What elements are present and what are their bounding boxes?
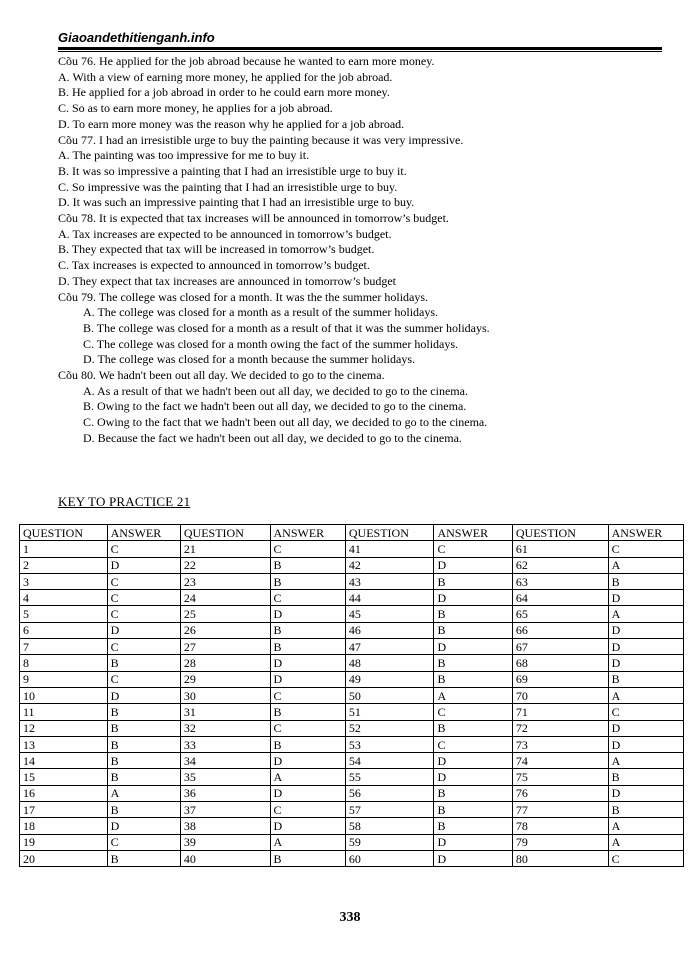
answer-option: C. So impressive was the painting that I had an irresistible urge to buy. xyxy=(58,179,398,194)
answer-cell: D xyxy=(608,720,683,736)
question-number-cell: 68 xyxy=(512,655,608,671)
question-number-cell: 47 xyxy=(345,639,434,655)
answer-cell: D xyxy=(107,622,180,638)
question-number-cell: 36 xyxy=(180,785,270,801)
answer-option: B. The college was closed for a month as a result of that it was the summer holidays. xyxy=(83,320,490,335)
question-number-cell: 10 xyxy=(20,687,108,703)
question-number-cell: 61 xyxy=(512,541,608,557)
table-row xyxy=(20,769,684,785)
question-number-cell: 43 xyxy=(345,573,434,589)
answer-cell: B xyxy=(107,736,180,752)
answer-option: B. It was so impressive a painting that I had an irresistible urge to buy it. xyxy=(58,163,407,178)
answer-cell: B xyxy=(270,622,345,638)
table-row xyxy=(20,541,684,557)
question-number-cell: 52 xyxy=(345,720,434,736)
question-stem: Cõu 80. We hadn't been out all day. We decided to go to the cinema. xyxy=(58,368,385,383)
answer-option: C. So as to earn more money, he applies for a job abroad. xyxy=(58,101,333,116)
answer-option: B. He applied for a job abroad in order to he could earn more money. xyxy=(58,85,390,100)
table-row xyxy=(20,655,684,671)
answer-cell: B xyxy=(270,850,345,866)
question-number-cell: 75 xyxy=(512,769,608,785)
table-row xyxy=(20,590,684,606)
column-header: ANSWER xyxy=(608,525,683,541)
column-header: QUESTION xyxy=(180,525,270,541)
answer-cell: C xyxy=(608,541,683,557)
question-stem: Cõu 77. I had an irresistible urge to buy the painting because it was very impressive. xyxy=(58,132,464,147)
question-number-cell: 1 xyxy=(20,541,108,557)
table-row xyxy=(20,850,684,866)
column-header: QUESTION xyxy=(512,525,608,541)
table-row xyxy=(20,671,684,687)
question-number-cell: 44 xyxy=(345,590,434,606)
answer-cell: A xyxy=(608,834,683,850)
answer-cell: A xyxy=(434,687,512,703)
answer-option: A. Tax increases are expected to be announced in tomorrow’s budget. xyxy=(58,226,392,241)
table-row xyxy=(20,785,684,801)
question-number-cell: 8 xyxy=(20,655,108,671)
answer-option: C. The college was closed for a month owing the fact of the summer holidays. xyxy=(83,336,459,351)
answer-cell: A xyxy=(608,753,683,769)
question-number-cell: 14 xyxy=(20,753,108,769)
table-row xyxy=(20,606,684,622)
question-number-cell: 23 xyxy=(180,573,270,589)
answer-cell: A xyxy=(270,834,345,850)
answer-cell: B xyxy=(434,720,512,736)
question-number-cell: 24 xyxy=(180,590,270,606)
answer-cell: D xyxy=(107,687,180,703)
answer-cell: D xyxy=(107,557,180,573)
answer-cell: B xyxy=(107,655,180,671)
answer-cell: D xyxy=(270,753,345,769)
question-number-cell: 62 xyxy=(512,557,608,573)
question-number-cell: 70 xyxy=(512,687,608,703)
answer-cell: B xyxy=(434,785,512,801)
table-row xyxy=(20,622,684,638)
question-number-cell: 39 xyxy=(180,834,270,850)
answer-cell: C xyxy=(270,720,345,736)
question-number-cell: 28 xyxy=(180,655,270,671)
question-number-cell: 7 xyxy=(20,639,108,655)
question-number-cell: 18 xyxy=(20,818,108,834)
table-row xyxy=(20,573,684,589)
answer-cell: C xyxy=(107,590,180,606)
table-row xyxy=(20,639,684,655)
answer-cell: B xyxy=(270,557,345,573)
answer-cell: D xyxy=(608,736,683,752)
answer-cell: D xyxy=(270,785,345,801)
answer-cell: D xyxy=(434,590,512,606)
question-number-cell: 9 xyxy=(20,671,108,687)
column-header: ANSWER xyxy=(107,525,180,541)
question-number-cell: 42 xyxy=(345,557,434,573)
question-number-cell: 79 xyxy=(512,834,608,850)
question-number-cell: 30 xyxy=(180,687,270,703)
answer-cell: C xyxy=(107,834,180,850)
question-stem: Cõu 76. He applied for the job abroad because he wanted to earn more money. xyxy=(58,54,435,68)
question-number-cell: 20 xyxy=(20,850,108,866)
page-number: 338 xyxy=(339,910,361,925)
answer-cell: C xyxy=(107,541,180,557)
question-number-cell: 72 xyxy=(512,720,608,736)
question-number-cell: 4 xyxy=(20,590,108,606)
question-number-cell: 67 xyxy=(512,639,608,655)
answer-cell: D xyxy=(434,639,512,655)
answer-cell: B xyxy=(434,622,512,638)
page-header xyxy=(58,30,662,52)
answer-option: D. It was such an impressive painting that I had an irresistible urge to buy. xyxy=(58,195,415,210)
question-number-cell: 11 xyxy=(20,704,108,720)
question-number-cell: 55 xyxy=(345,769,434,785)
answer-cell: B xyxy=(434,671,512,687)
answer-option: B. They expected that tax will be increased in tomorrow’s budget. xyxy=(58,242,375,257)
answer-cell: D xyxy=(608,639,683,655)
answer-cell: B xyxy=(270,704,345,720)
answer-option: C. Tax increases is expected to announced in tomorrow’s budget. xyxy=(58,258,370,273)
question-number-cell: 35 xyxy=(180,769,270,785)
question-number-cell: 22 xyxy=(180,557,270,573)
answer-cell: D xyxy=(270,655,345,671)
question-number-cell: 66 xyxy=(512,622,608,638)
question-number-cell: 31 xyxy=(180,704,270,720)
question-number-cell: 74 xyxy=(512,753,608,769)
question-number-cell: 16 xyxy=(20,785,108,801)
answer-cell: C xyxy=(434,541,512,557)
answer-cell: B xyxy=(434,606,512,622)
column-header: QUESTION xyxy=(345,525,434,541)
table-row xyxy=(20,720,684,736)
question-number-cell: 46 xyxy=(345,622,434,638)
question-number-cell: 12 xyxy=(20,720,108,736)
answer-cell: D xyxy=(434,834,512,850)
question-number-cell: 40 xyxy=(180,850,270,866)
answer-cell: D xyxy=(270,671,345,687)
question-stem: Cõu 79. The college was closed for a month. It was the the summer holidays. xyxy=(58,289,429,304)
answer-option: A. With a view of earning more money, he applied for the job abroad. xyxy=(58,69,393,84)
answer-cell: A xyxy=(608,687,683,703)
question-number-cell: 6 xyxy=(20,622,108,638)
answer-cell: D xyxy=(270,606,345,622)
question-number-cell: 34 xyxy=(180,753,270,769)
question-list xyxy=(58,54,678,447)
question-number-cell: 64 xyxy=(512,590,608,606)
answer-cell: C xyxy=(434,736,512,752)
answer-cell: B xyxy=(434,818,512,834)
column-header: ANSWER xyxy=(434,525,512,541)
answer-option: A. The college was closed for a month as a result of the summer holidays. xyxy=(83,305,439,320)
question-number-cell: 63 xyxy=(512,573,608,589)
question-number-cell: 48 xyxy=(345,655,434,671)
question-stem: Cõu 78. It is expected that tax increases will be announced in tomorrow’s budget. xyxy=(58,211,449,226)
question-number-cell: 76 xyxy=(512,785,608,801)
table-row xyxy=(20,687,684,703)
question-number-cell: 27 xyxy=(180,639,270,655)
answer-cell: C xyxy=(608,704,683,720)
answer-cell: B xyxy=(270,736,345,752)
answer-option: D. They expect that tax increases are announced in tomorrow’s budget xyxy=(58,273,396,288)
answer-cell: C xyxy=(107,606,180,622)
question-number-cell: 17 xyxy=(20,802,108,818)
answer-option: C. Owing to the fact that we hadn't been out all day, we decided to go to the cinema. xyxy=(83,415,488,430)
answer-cell: C xyxy=(107,639,180,655)
answer-cell: C xyxy=(270,802,345,818)
question-number-cell: 5 xyxy=(20,606,108,622)
question-number-cell: 57 xyxy=(345,802,434,818)
answer-cell: B xyxy=(107,720,180,736)
question-number-cell: 25 xyxy=(180,606,270,622)
question-number-cell: 29 xyxy=(180,671,270,687)
answer-key-title: KEY TO PRACTICE 21 xyxy=(58,494,191,509)
answer-cell: B xyxy=(608,802,683,818)
table-header-row xyxy=(20,525,684,541)
answer-cell: D xyxy=(434,557,512,573)
question-number-cell: 73 xyxy=(512,736,608,752)
answer-cell: B xyxy=(608,671,683,687)
table-row xyxy=(20,557,684,573)
question-number-cell: 80 xyxy=(512,850,608,866)
answer-cell: A xyxy=(608,818,683,834)
question-number-cell: 60 xyxy=(345,850,434,866)
column-header: QUESTION xyxy=(20,525,108,541)
question-number-cell: 71 xyxy=(512,704,608,720)
question-number-cell: 77 xyxy=(512,802,608,818)
question-number-cell: 3 xyxy=(20,573,108,589)
answer-cell: B xyxy=(434,655,512,671)
question-number-cell: 33 xyxy=(180,736,270,752)
question-number-cell: 32 xyxy=(180,720,270,736)
table-row xyxy=(20,834,684,850)
answer-option: D. Because the fact we hadn't been out all day, we decided to go to the cinema. xyxy=(83,430,462,445)
question-number-cell: 45 xyxy=(345,606,434,622)
answer-cell: A xyxy=(270,769,345,785)
table-row xyxy=(20,753,684,769)
answer-option: A. The painting was too impressive for me to buy it. xyxy=(58,148,310,163)
table-row xyxy=(20,736,684,752)
answer-cell: A xyxy=(608,557,683,573)
question-number-cell: 26 xyxy=(180,622,270,638)
question-number-cell: 37 xyxy=(180,802,270,818)
question-number-cell: 56 xyxy=(345,785,434,801)
answer-cell: B xyxy=(107,704,180,720)
answer-cell: D xyxy=(434,769,512,785)
question-number-cell: 2 xyxy=(20,557,108,573)
answer-cell: D xyxy=(608,655,683,671)
table-row xyxy=(20,818,684,834)
header-rule-thick xyxy=(58,47,662,50)
answer-cell: B xyxy=(608,573,683,589)
answer-cell: D xyxy=(608,785,683,801)
answer-cell: C xyxy=(270,541,345,557)
question-number-cell: 41 xyxy=(345,541,434,557)
question-number-cell: 38 xyxy=(180,818,270,834)
question-number-cell: 65 xyxy=(512,606,608,622)
question-number-cell: 78 xyxy=(512,818,608,834)
answer-option: B. Owing to the fact we hadn't been out all day, we decided to go to the cinema. xyxy=(83,399,467,414)
site-title: Giaoandethitienganh.info xyxy=(58,30,215,45)
question-number-cell: 13 xyxy=(20,736,108,752)
answer-cell: B xyxy=(270,573,345,589)
answer-cell: D xyxy=(270,818,345,834)
question-number-cell: 49 xyxy=(345,671,434,687)
answer-cell: B xyxy=(107,753,180,769)
table-row xyxy=(20,802,684,818)
column-header: ANSWER xyxy=(270,525,345,541)
header-rule-thin xyxy=(58,51,662,52)
table-row xyxy=(20,704,684,720)
answer-cell: D xyxy=(434,850,512,866)
question-number-cell: 51 xyxy=(345,704,434,720)
answer-cell: B xyxy=(608,769,683,785)
question-number-cell: 15 xyxy=(20,769,108,785)
answer-cell: A xyxy=(608,606,683,622)
answer-cell: C xyxy=(270,687,345,703)
question-number-cell: 21 xyxy=(180,541,270,557)
answer-cell: C xyxy=(107,671,180,687)
answer-cell: B xyxy=(107,769,180,785)
answer-cell: C xyxy=(608,850,683,866)
answer-cell: D xyxy=(107,818,180,834)
question-number-cell: 69 xyxy=(512,671,608,687)
answer-cell: B xyxy=(434,802,512,818)
question-number-cell: 53 xyxy=(345,736,434,752)
answer-cell: B xyxy=(107,802,180,818)
answer-option: A. As a result of that we hadn't been out all day, we decided to go to the cinema. xyxy=(83,383,468,398)
question-number-cell: 54 xyxy=(345,753,434,769)
answer-cell: B xyxy=(434,573,512,589)
answer-cell: B xyxy=(270,639,345,655)
answer-cell: D xyxy=(434,753,512,769)
answer-cell: A xyxy=(107,785,180,801)
question-number-cell: 19 xyxy=(20,834,108,850)
answer-option: D. The college was closed for a month because the summer holidays. xyxy=(83,352,416,367)
answer-cell: C xyxy=(107,573,180,589)
answer-cell: C xyxy=(270,590,345,606)
answer-option: D. To earn more money was the reason why he applied for a job abroad. xyxy=(58,116,405,131)
answer-cell: B xyxy=(107,850,180,866)
answer-cell: D xyxy=(608,590,683,606)
answer-cell: D xyxy=(608,622,683,638)
question-number-cell: 59 xyxy=(345,834,434,850)
answer-key-table xyxy=(19,524,684,867)
question-number-cell: 58 xyxy=(345,818,434,834)
answer-cell: C xyxy=(434,704,512,720)
question-number-cell: 50 xyxy=(345,687,434,703)
